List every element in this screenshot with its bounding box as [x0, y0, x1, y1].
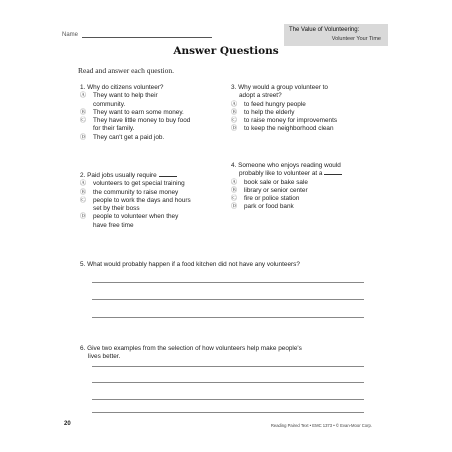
name-input-line[interactable] — [82, 32, 212, 38]
instruction-text: Read and answer each question. — [78, 66, 175, 75]
answer-option-b[interactable] — [231, 187, 381, 195]
answer-option-a[interactable] — [231, 179, 381, 187]
fill-blank — [159, 172, 177, 177]
page-number: 20 — [64, 421, 71, 427]
option-text: to raise money for improvements — [244, 117, 338, 125]
option-text: community. — [93, 100, 126, 108]
option-text: fire or police station — [244, 195, 300, 203]
option-text: have free time — [93, 221, 134, 229]
answer-option-d[interactable] — [80, 213, 226, 230]
question-3 — [231, 84, 381, 134]
bubble-icon: Ⓑ — [80, 109, 87, 116]
answer-option-b[interactable] — [231, 109, 381, 117]
answer-option-a[interactable] — [80, 180, 226, 188]
bubble-icon: Ⓑ — [80, 189, 87, 196]
option-text: They want to help their — [93, 92, 158, 100]
option-text: people to volunteer when they — [93, 213, 179, 221]
question-1 — [80, 84, 226, 142]
bubble-icon: Ⓐ — [80, 93, 87, 100]
answer-line[interactable] — [92, 317, 364, 318]
bubble-icon: Ⓒ — [80, 118, 87, 125]
worksheet-subtitle: Volunteer Your Time — [331, 36, 381, 42]
bubble-icon: Ⓐ — [231, 101, 238, 108]
answer-line[interactable] — [92, 412, 364, 413]
question-4 — [231, 162, 381, 212]
option-text: They want to earn some money. — [93, 108, 184, 116]
answer-option-c[interactable] — [80, 117, 226, 134]
question-5 — [80, 261, 380, 269]
option-text: to keep the neighborhood clean — [244, 125, 334, 133]
bubble-icon: Ⓐ — [231, 179, 238, 186]
answer-option-c[interactable] — [231, 117, 381, 125]
option-text: They can't get a paid job. — [93, 133, 165, 141]
option-text: people to work the days and hours — [93, 196, 191, 204]
option-text: park or food bank — [244, 203, 294, 211]
bubble-icon: Ⓓ — [80, 214, 87, 221]
footer-credit: Reading Paired Text • EMC 1373 • © Evan-Moor Corp. — [270, 423, 372, 428]
answer-option-d[interactable] — [231, 203, 381, 211]
answer-option-a[interactable] — [231, 101, 381, 109]
bubble-icon: Ⓒ — [80, 197, 87, 204]
option-text: They have little money to buy food — [93, 117, 191, 125]
option-text: for their family. — [93, 125, 135, 133]
answer-option-c[interactable] — [80, 197, 226, 214]
bubble-icon: Ⓓ — [231, 126, 238, 133]
title-box — [284, 24, 388, 46]
bubble-icon: Ⓒ — [231, 118, 238, 125]
question-stem: 5. What would probably happen if a food kitchen did not have any volunteers? — [80, 261, 300, 268]
option-text: to feed hungry people — [244, 100, 306, 108]
answer-line[interactable] — [92, 299, 364, 300]
question-stem: 3. Why would a group volunteer to adopt a street? — [231, 84, 328, 100]
option-text: library or senior center — [244, 186, 308, 194]
answer-option-a[interactable] — [80, 92, 226, 109]
name-label: Name — [62, 32, 79, 38]
answer-line[interactable] — [92, 382, 364, 383]
question-stem: 4. Someone who enjoys reading would probably like to volunteer at a — [231, 162, 341, 178]
bubble-icon: Ⓓ — [80, 134, 87, 141]
question-6 — [80, 345, 380, 362]
bubble-icon: Ⓑ — [231, 187, 238, 194]
option-text: volunteers to get special training — [93, 180, 185, 188]
answer-line[interactable] — [92, 366, 364, 367]
question-stem: 6. Give two examples from the selection of how volunteers help make people's lives better. — [80, 345, 302, 361]
answer-line[interactable] — [92, 282, 364, 283]
answer-option-d[interactable] — [231, 125, 381, 133]
question-2 — [80, 172, 226, 230]
answer-option-c[interactable] — [231, 195, 381, 203]
bubble-icon: Ⓐ — [80, 181, 87, 188]
answer-line[interactable] — [92, 399, 364, 400]
name-row — [62, 32, 212, 38]
answer-option-b[interactable] — [80, 189, 226, 197]
question-stem: 2. Paid jobs usually require — [80, 172, 226, 180]
bubble-icon: Ⓑ — [231, 109, 238, 116]
option-text: set by their boss — [93, 205, 140, 213]
bubble-icon: Ⓓ — [231, 204, 238, 211]
fill-blank — [324, 170, 342, 175]
option-text: the community to raise money — [93, 188, 179, 196]
answer-option-d[interactable] — [80, 134, 226, 142]
option-text: book sale or bake sale — [244, 178, 308, 186]
page-heading: Answer Questions — [173, 45, 279, 57]
worksheet-title: The Value of Volunteering: — [289, 27, 360, 33]
answer-option-b[interactable] — [80, 109, 226, 117]
option-text: to help the elderly — [244, 108, 295, 116]
bubble-icon: Ⓒ — [231, 196, 238, 203]
question-stem: 1. Why do citizens volunteer? — [80, 84, 164, 91]
